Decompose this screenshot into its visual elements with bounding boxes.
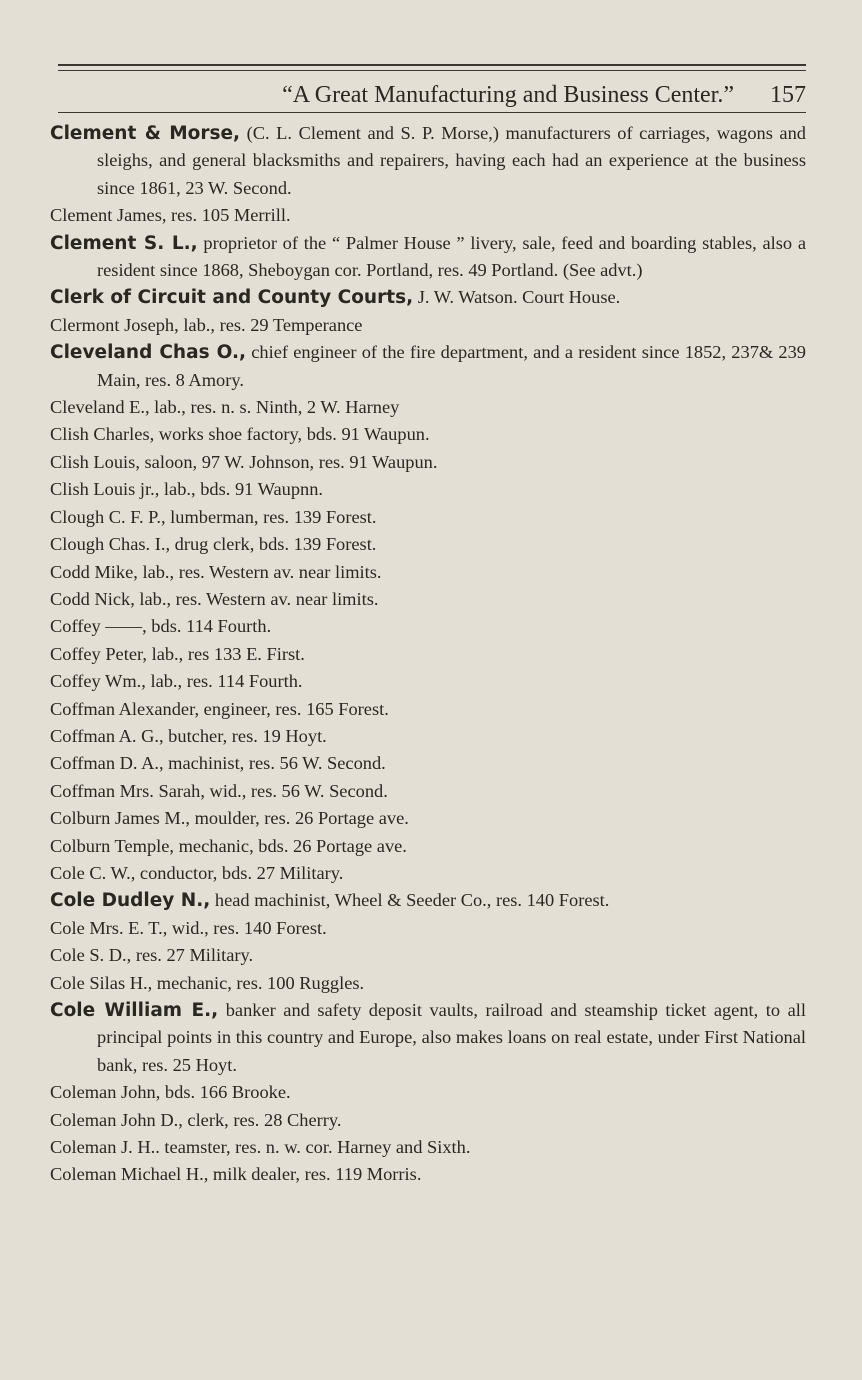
entry-text: Clish Louis jr., lab., bds. 91 Waupnn.	[50, 479, 324, 500]
header-rule-thin	[58, 70, 806, 71]
entry-text: Coleman John D., clerk, res. 28 Cherry.	[50, 1109, 342, 1130]
entry-name: Cleveland Chas O.,	[50, 342, 247, 364]
directory-entry	[50, 942, 806, 969]
directory-entry	[50, 394, 806, 421]
directory-entry	[50, 1134, 806, 1161]
directory-entry	[50, 668, 806, 695]
directory-entry	[50, 421, 806, 448]
entry-text: Coleman John, bds. 166 Brooke.	[50, 1082, 291, 1103]
directory-entry	[50, 1161, 806, 1188]
directory-entry	[50, 339, 806, 394]
entry-text: Cole C. W., conductor, bds. 27 Military.	[50, 862, 344, 883]
header-underline	[58, 112, 806, 113]
entry-text: chief engineer of the fire department, and a resident since 1852, 237& 239 Main, res. 8 Amory.	[97, 342, 806, 390]
entry-text: Cole Silas H., mechanic, res. 100 Ruggles.	[50, 972, 365, 993]
entry-name: Cole Dudley N.,	[50, 890, 211, 912]
entry-text: Clement James, res. 105 Merrill.	[50, 205, 291, 226]
directory-entry	[50, 723, 806, 750]
directory-entry	[50, 887, 806, 914]
directory-entry	[50, 641, 806, 668]
entry-text: Coffman A. G., butcher, res. 19 Hoyt.	[50, 725, 327, 746]
entry-text: Coffman Mrs. Sarah, wid., res. 56 W. Second.	[50, 780, 388, 801]
directory-entry	[50, 586, 806, 613]
entry-text: Codd Mike, lab., res. Western av. near limits.	[50, 561, 382, 582]
entry-text: Coffey Peter, lab., res 133 E. First.	[50, 643, 305, 664]
directory-entry	[50, 284, 806, 311]
directory-entry	[50, 476, 806, 503]
directory-entries	[50, 120, 806, 1189]
entry-name: Cole William E.,	[50, 1000, 219, 1021]
directory-entry	[50, 997, 806, 1079]
directory-entry	[50, 833, 806, 860]
entry-text: Cleveland E., lab., res. n. s. Ninth, 2 W. Harney	[50, 397, 400, 418]
entry-text: banker and safety deposit vaults, railroad and steamship ticket agent, to all principal points in this country and Europe, also makes loans on real estate, under First National bank, res. 25 Hoyt.	[97, 1000, 806, 1075]
entry-text: Coffman D. A., machinist, res. 56 W. Second.	[50, 753, 386, 774]
entry-text: J. W. Watson. Court House.	[413, 287, 621, 308]
entry-text: Clough C. F. P., lumberman, res. 139 Forest.	[50, 506, 377, 527]
entry-text: Colburn Temple, mechanic, bds. 26 Portage ave.	[50, 835, 407, 856]
entry-text: proprietor of the “ Palmer House ” livery, sale, feed and boarding stables, also a resident since 1868, Sheboygan cor. Portland, res. 49 Portland. (See advt.)	[97, 232, 806, 281]
directory-entry	[50, 750, 806, 777]
entry-text: Coffman Alexander, engineer, res. 165 Forest.	[50, 698, 389, 719]
directory-entry	[50, 915, 806, 942]
directory-entry	[50, 202, 806, 229]
directory-entry	[50, 230, 806, 285]
directory-entry	[50, 504, 806, 531]
directory-entry	[50, 696, 806, 723]
directory-entry	[50, 120, 806, 202]
directory-entry	[50, 1107, 806, 1134]
entry-text: Cole Mrs. E. T., wid., res. 140 Forest.	[50, 917, 327, 938]
directory-entry	[50, 449, 806, 476]
directory-entry	[50, 805, 806, 832]
entry-text: Clish Charles, works shoe factory, bds. 91 Waupun.	[50, 424, 430, 445]
entry-name: Clerk of Circuit and County Courts,	[50, 287, 414, 309]
entry-name: Clement S. L.,	[50, 232, 198, 254]
directory-entry	[50, 559, 806, 586]
entry-text: head machinist, Wheel & Seeder Co., res. 140 Forest.	[210, 890, 610, 911]
entry-text: (C. L. Clement and S. P. Morse,) manufacturers of carriages, wagons and sleighs, and general blacksmiths and repairers, having each had an experience at the business since 1861, 23 W. Second.	[97, 123, 806, 198]
entry-text: Cole S. D., res. 27 Military.	[50, 945, 254, 966]
entry-name: Clement & Morse,	[50, 123, 241, 144]
entry-text: Colburn James M., moulder, res. 26 Portage ave.	[50, 808, 409, 829]
entry-text: Clermont Joseph, lab., res. 29 Temperance	[50, 314, 363, 335]
directory-entry	[50, 970, 806, 997]
entry-text: Coffey ——, bds. 114 Fourth.	[50, 616, 272, 637]
entry-text: Codd Nick, lab., res. Western av. near limits.	[50, 588, 379, 609]
directory-entry	[50, 312, 806, 339]
entry-text: Coleman Michael H., milk dealer, res. 119 Morris.	[50, 1164, 422, 1185]
entry-text: Coleman J. H.. teamster, res. n. w. cor. Harney and Sixth.	[50, 1137, 471, 1158]
directory-entry	[50, 613, 806, 640]
header-rule-thick	[58, 64, 806, 66]
running-header	[58, 78, 806, 112]
entry-text: Clough Chas. I., drug clerk, bds. 139 Forest.	[50, 534, 377, 555]
directory-entry	[50, 778, 806, 805]
header-title: “A Great Manufacturing and Business Center.”	[282, 82, 734, 108]
entry-text: Coffey Wm., lab., res. 114 Fourth.	[50, 671, 303, 692]
page-number: 157	[770, 82, 806, 108]
entry-text: Clish Louis, saloon, 97 W. Johnson, res. 91 Waupun.	[50, 451, 438, 472]
directory-entry	[50, 860, 806, 887]
directory-entry	[50, 1079, 806, 1106]
directory-entry	[50, 531, 806, 558]
